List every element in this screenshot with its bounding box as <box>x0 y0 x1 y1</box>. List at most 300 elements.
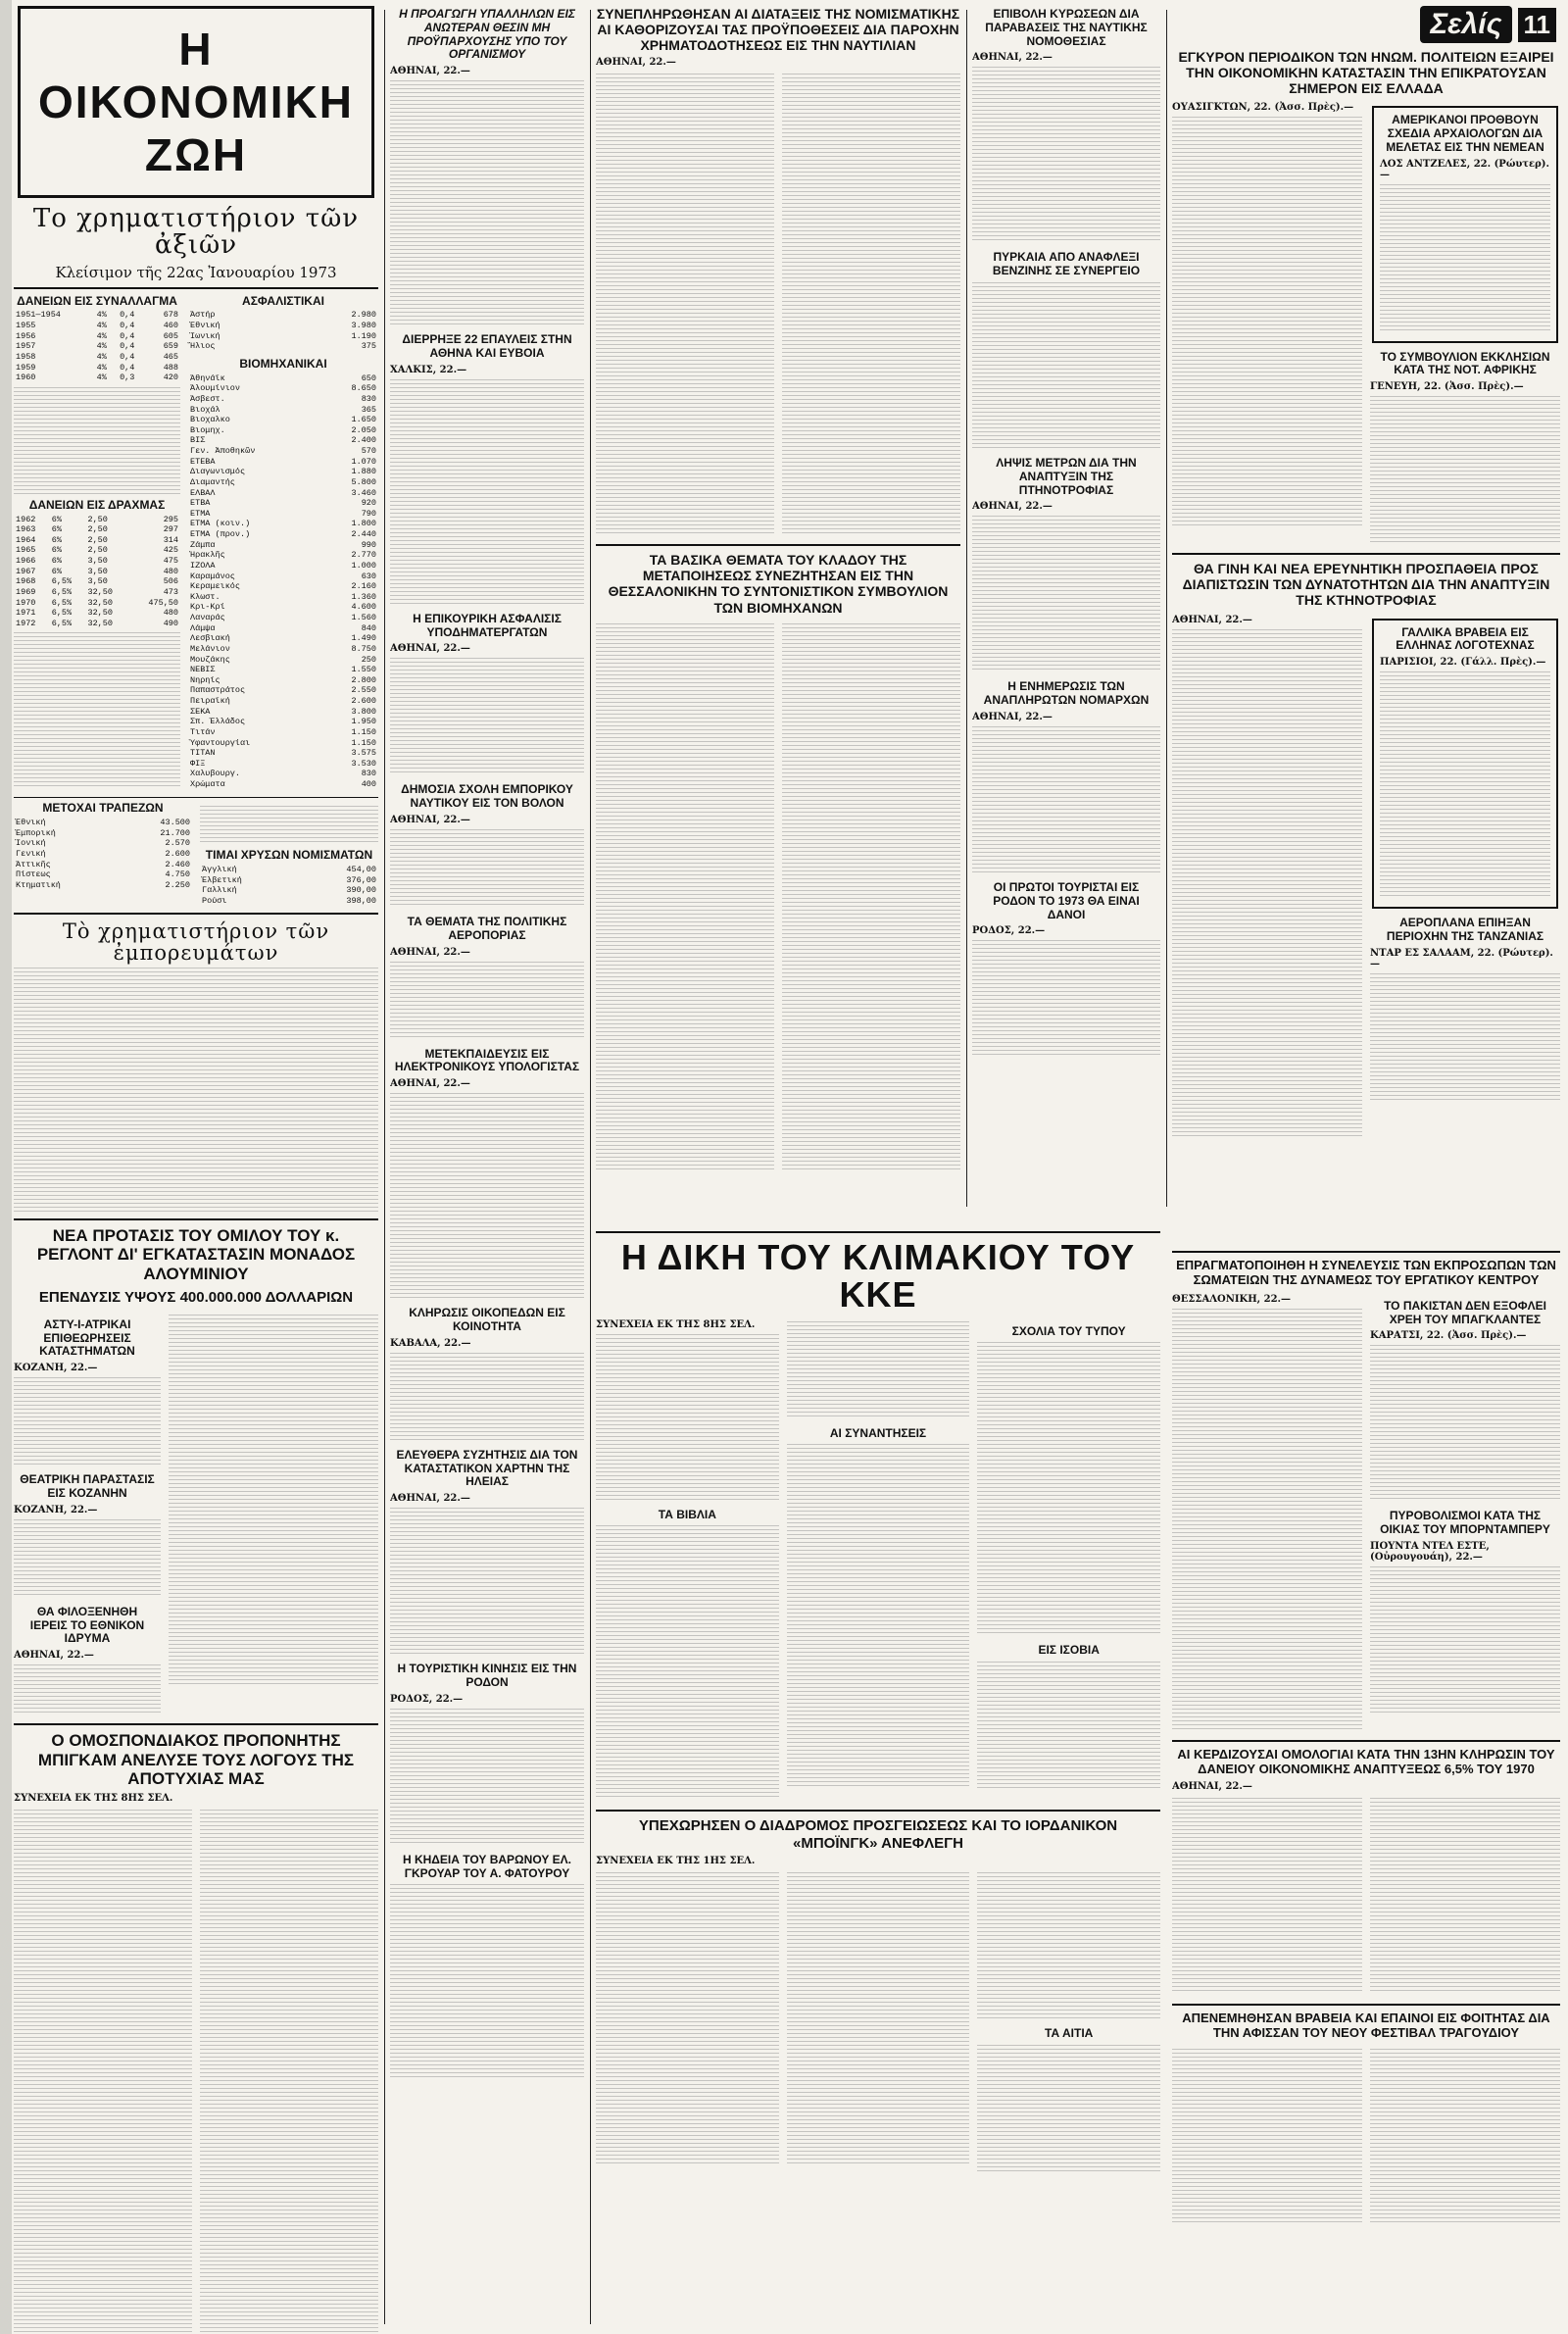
industrial-row-value: 990 <box>361 539 376 550</box>
bond-fx-row-rate: 4% <box>96 341 107 352</box>
bond-drx-row-b: 490 <box>163 618 178 628</box>
labor-side <box>1370 1292 1560 1734</box>
column-rule <box>590 10 591 2324</box>
bonds-drx-continued <box>14 632 180 789</box>
industrial-row-name: Λεσβιακή <box>190 633 230 644</box>
coach-body <box>14 1806 378 2334</box>
industrial-row-value: 365 <box>361 404 376 415</box>
bond-drx-row-b: 295 <box>163 514 178 524</box>
bond-drx-row-label: 1971 <box>16 608 36 619</box>
insurance-row-value: 1.190 <box>351 330 376 341</box>
news-body-5 <box>972 940 1160 1058</box>
aluminium-headline: ΝΕΑ ΠΡΟΤΑΣΙΣ ΤΟΥ ΟΜΙΛΟΥ ΤΟΥ κ. ΡΕΓΛΟΝΤ ΔΙ' ΕΓΚΑΤΑΣΤΑΣΙΝ ΜΟΝΑΔΟΣ ΑΛΟΥΜΙΝΙΟΥ <box>36 1225 356 1283</box>
page-number: 11 <box>1518 8 1557 42</box>
industrial-row-name: Κλωστ. <box>190 591 220 602</box>
column-rule <box>384 10 385 2324</box>
kke-trial-section <box>596 1225 1160 2334</box>
bonds-drx-header: ΔΑΝΕΙΩΝ ΕΙΣ ΔΡΑΧΜΑΣ <box>28 497 166 512</box>
churches-lead: ΓΕΝΕΥΗ, 22. (Ἀσσ. Πρὲς).— <box>1370 381 1524 393</box>
industrial-row <box>188 613 378 623</box>
industrial-row-value: 1.490 <box>351 633 376 644</box>
bond-fx-row-label: 1955 <box>16 321 36 331</box>
banks-gold-tables <box>14 802 378 906</box>
industrial-row-name: Λάμψα <box>190 622 216 633</box>
bond-fx-row <box>14 352 180 363</box>
brief-lead-9: ΡΟΔΟΣ, 22.— <box>390 1693 464 1705</box>
kke-text-3 <box>787 1321 970 1419</box>
industrial-row-value: 830 <box>361 393 376 404</box>
news-body-1 <box>972 67 1160 243</box>
industrial-row <box>188 571 378 582</box>
kke-text-6 <box>977 1662 1160 1789</box>
gold-row <box>200 896 378 907</box>
gold-row <box>200 885 378 896</box>
bank-row <box>14 869 192 880</box>
bond-fx-row-rate: 4% <box>96 310 107 321</box>
bond-drx-row-rate: 6% <box>51 534 62 545</box>
bond-fx-row-a: 0,4 <box>120 362 135 372</box>
bank-row-value: 4.750 <box>165 869 190 880</box>
astyl-headline: ΑΣΤΥ-Ι-ΑΤΡΙΚΑΙ ΕΠΙΘΕΩΡΗΣΕΙΣ ΚΑΤΑΣΤΗΜΑΤΩΝ <box>39 1316 135 1359</box>
bond-drx-row-label: 1963 <box>16 524 36 535</box>
industrial-row <box>188 383 378 394</box>
brief-lead-6: ΑΘΗΝΑΙ, 22.— <box>390 1078 470 1090</box>
kke-section-5: ΤΑ ΑΙΤΙΑ <box>1045 2025 1094 2040</box>
box-french-awards <box>1372 619 1558 910</box>
aluminium-row <box>14 1311 378 1717</box>
industrial-row-value: 2.160 <box>351 581 376 592</box>
industry-body <box>596 620 960 1176</box>
kke-col-2 <box>787 1317 970 1805</box>
industrial-row <box>188 581 378 592</box>
industrial-row <box>188 655 378 666</box>
section-title: Η ΟΙΚΟΝΟΜΙΚΗ ΖΩΗ <box>18 6 374 198</box>
livestock-text <box>1172 629 1362 1139</box>
bonds-fx-continued <box>14 387 180 495</box>
foreign-headline-1: ΕΓΚΥΡΟΝ ΠΕΡΙΟΔΙΚΟΝ ΤΩΝ ΗΝΩΜ. ΠΟΛΙΤΕΙΩΝ ΕΞΑΙΡΕΙ ΤΗΝ ΟΙΚΟΝΟΜΙΚΗΝ ΚΑΤΑΣΤΑΣΙΝ ΤΗΝ ΕΠΙΚΡΑΤΟΥΣΑΝ ΣΗΜΕΡΟΝ ΕΙΣ ΕΛΛΑΔΑ <box>1178 49 1554 97</box>
industrial-row-value: 650 <box>361 372 376 383</box>
bond-drx-row-b: 475,50 <box>148 597 178 608</box>
bonds-drx-table <box>14 515 180 629</box>
industrial-row-name: Διαγωνισμός <box>190 467 246 477</box>
bond-drx-row <box>14 524 180 535</box>
industrial-row-value: 1.360 <box>351 591 376 602</box>
industrial-row-name: Σπ. Ἐλλάδος <box>190 717 246 727</box>
industrial-row-name: Κεραμεικός <box>190 581 241 592</box>
bank-row <box>14 849 192 860</box>
french-awards-text <box>1380 671 1550 897</box>
bond-drx-row-rate: 6,5% <box>51 597 73 608</box>
bond-drx-row <box>14 619 180 629</box>
bond-fx-row-a: 0,4 <box>120 310 135 321</box>
insurance-table <box>188 310 378 352</box>
bond-drx-row-a: 32,50 <box>87 597 113 608</box>
bond-fx-row-label: 1960 <box>16 372 36 383</box>
industrial-row-name: Ἀθηνάϊκ <box>190 372 225 383</box>
industrial-row-value: 570 <box>361 446 376 457</box>
shipping-text-left <box>596 74 774 534</box>
bond-drx-row-b: 425 <box>163 545 178 556</box>
bond-drx-row-b: 475 <box>163 556 178 567</box>
bond-fx-row <box>14 331 180 342</box>
industrial-row <box>188 623 378 634</box>
news-body-3 <box>972 516 1160 672</box>
bond-fx-row-rate: 4% <box>96 362 107 372</box>
market-tables <box>14 295 378 794</box>
bond-draw-text-2 <box>1370 1798 1560 1994</box>
bond-drx-row-rate: 6,5% <box>51 586 73 597</box>
brief-lead-4: ΑΘΗΝΑΙ, 22.— <box>390 814 470 825</box>
industrial-row-value: 1.550 <box>351 665 376 675</box>
insurance-row-name: Ἀστήρ <box>190 310 216 321</box>
industrial-row-name: ΕΛΒΑΛ <box>190 487 216 498</box>
misc-listings <box>200 806 378 845</box>
aluminium-text <box>169 1315 378 1687</box>
industrial-row <box>188 550 378 561</box>
coach-text-right <box>200 1810 378 2334</box>
bond-fx-row-a: 0,4 <box>120 341 135 352</box>
coach-text-left <box>14 1810 192 2334</box>
industrial-row <box>188 425 378 436</box>
industrial-row-value: 1.950 <box>351 717 376 727</box>
industrial-row-name: Βιοχάλ <box>190 404 220 415</box>
pakistan-headline: ΤΟ ΠΑΚΙΣΤΑΝ ΔΕΝ ΕΞΟΦΛΕΙ ΧΡΕΗ ΤΟΥ ΜΠΑΓΚΛΑΝΤΕΣ <box>1384 1298 1546 1326</box>
livestock-col <box>1172 613 1362 1143</box>
bond-drx-row-a: 3,50 <box>87 556 108 567</box>
industrial-row-value: 250 <box>361 654 376 665</box>
lower-right-section <box>1172 1245 1560 2334</box>
gold-row-value: 390,00 <box>346 885 376 896</box>
bond-drx-row <box>14 587 180 598</box>
bond-fx-row-label: 1957 <box>16 341 36 352</box>
industrial-row-name: Κρι-Κρί <box>190 602 225 613</box>
kke-section-3: ΣΧΟΛΙΑ ΤΟΥ ΤΥΠΟΥ <box>1011 1323 1126 1338</box>
kke-section-1: ΤΑ ΒΙΒΛΙΑ <box>658 1507 716 1521</box>
theatre-body <box>14 1519 161 1598</box>
industrial-row-name: Πειραϊκή <box>190 696 230 707</box>
coach-lead: ΣΥΝΕΧΕΙΑ ΕΚ ΤΗΣ 8ΗΣ ΣΕΛ. <box>14 1792 173 1804</box>
brief-body-9 <box>390 1709 584 1846</box>
brief-body-2 <box>390 379 584 605</box>
industrial-row <box>188 675 378 686</box>
column-rule <box>966 10 967 1207</box>
labor-col <box>1172 1292 1362 1734</box>
section-logo: Σελίς <box>1420 6 1511 43</box>
industrial-row-name: Χρώματα <box>190 779 225 790</box>
theatre-headline: ΘΕΑΤΡΙΚΗ ΠΑΡΑΣΤΑΣΙΣ ΕΙΣ ΚΟΖΑΝΗΝ <box>20 1472 155 1500</box>
bank-row-name: Ἐθνική <box>16 818 46 828</box>
bank-row <box>14 880 192 891</box>
industrial-row-value: 2.050 <box>351 424 376 435</box>
bond-fx-row-b: 605 <box>163 330 178 341</box>
industrial-row-name: Ἠρακλῆς <box>190 550 225 561</box>
shipping-headline: ΣΥΝΕΠΛΗΡΩΘΗΣΑΝ ΑΙ ΔΙΑΤΑΞΕΙΣ ΤΗΣ ΝΟΜΙΣΜΑΤΙΚΗΣ ΑΙ ΚΑΘΟΡΙΖΟΥΣΑΙ ΤΑΣ ΠΡΟΫΠΟΘΕΣΕΙΣ ΔΙΑ ΠΑΡΟΧΗΝ ΧΡΗΜΑΤΟΔΟΤΗΣΕΩΣ ΕΙΣ ΤΗΝ ΝΑΥΤΙΛΙΑΝ <box>596 6 960 54</box>
bond-drx-row-a: 2,50 <box>87 534 108 545</box>
industrial-row-name: ΕΤΒΑ <box>190 498 211 509</box>
industrial-row-value: 840 <box>361 622 376 633</box>
industrial-row-value: 1.650 <box>351 415 376 425</box>
race-text-2 <box>787 1872 970 2166</box>
gold-row <box>200 865 378 875</box>
brief-body-3 <box>390 658 584 775</box>
foreign-col-right <box>1370 100 1560 547</box>
industrial-row <box>188 498 378 509</box>
industrial-row-value: 920 <box>361 498 376 509</box>
industrial-row <box>188 373 378 384</box>
bond-drx-row-rate: 6% <box>51 566 62 576</box>
industrial-row-value: 8.650 <box>351 383 376 394</box>
kke-col-3 <box>977 1317 1160 1805</box>
festival-headline: ΑΠΕΝΕΜΗΘΗΣΑΝ ΒΡΑΒΕΙΑ ΚΑΙ ΕΠΑΙΝΟΙ ΕΙΣ ΦΟΙΤΗΤΑΣ ΔΙΑ ΤΗΝ ΑΦΙΣΣΑΝ ΤΟΥ ΝΕΟΥ ΦΕΣΤΙΒΑΛ ΤΡΑΓΟΥΔΙΟΥ <box>1182 2010 1550 2040</box>
shots-lead: ΠΟΥΝΤΑ ΝΤΕΛ ΕΣΤΕ, (Οὐρουγουάη), 22.— <box>1370 1541 1490 1564</box>
insurance-row-value: 3.980 <box>351 321 376 331</box>
industrial-row <box>188 769 378 779</box>
industrial-row <box>188 748 378 759</box>
industrial-row-name: ΕΤΜΑ (κοιν.) <box>190 519 251 529</box>
bond-drx-row-b: 297 <box>163 524 178 535</box>
festival-text-1 <box>1172 2049 1362 2225</box>
brief-headline-9: Η ΤΟΥΡΙΣΤΙΚΗ ΚΙΝΗΣΙΣ ΕΙΣ ΤΗΝ ΡΟΔΟΝ <box>397 1662 577 1689</box>
gold-table <box>200 865 378 907</box>
industrial-row-name: Καραμάνος <box>190 571 235 581</box>
kke-body <box>596 1317 1160 1805</box>
brief-body-1 <box>390 80 584 325</box>
gold-row-name: Ἐλβετική <box>202 874 242 885</box>
news-headline-1: ΕΠΙΒΟΛΗ ΚΥΡΩΣΕΩΝ ΔΙΑ ΠΑΡΑΒΑΣΕΙΣ ΤΗΣ ΝΑΥΤΙΚΗΣ ΝΟΜΟΘΕΣΙΑΣ <box>985 7 1148 48</box>
industrial-row-name: ΕΤΜΑ (προν.) <box>190 529 251 540</box>
news-body-4 <box>972 726 1160 873</box>
bank-row-value: 2.460 <box>165 859 190 869</box>
bond-drx-row-rate: 6% <box>51 545 62 556</box>
industrial-row-name: Βιοχαλκο <box>190 415 230 425</box>
bond-fx-row-rate: 4% <box>96 321 107 331</box>
industrial-row-value: 8.750 <box>351 643 376 654</box>
kke-text-2 <box>596 1525 779 1800</box>
tanzania-headline: ΑΕΡΟΠΛΑΝΑ ΕΠΙΗΞΑΝ ΠΕΡΙΟΧΗΝ ΤΗΣ ΤΑΝΖΑΝΙΑΣ <box>1386 916 1544 943</box>
bond-fx-row-b: 488 <box>163 362 178 372</box>
industrial-row <box>188 644 378 655</box>
priests-lead: ΑΘΗΝΑΙ, 22.— <box>14 1650 94 1662</box>
industrial-row-name: Διαμαντής <box>190 476 235 487</box>
shots-text <box>1370 1566 1560 1713</box>
bank-row <box>14 838 192 849</box>
news-body-2 <box>972 282 1160 449</box>
bond-fx-row-label: 1951—1954 <box>16 310 61 321</box>
bond-drx-row <box>14 598 180 609</box>
foreign-text-1 <box>1172 117 1362 528</box>
industrial-row-name: ΕΤΜΑ <box>190 508 211 519</box>
bond-fx-row-label: 1956 <box>16 330 36 341</box>
labor-headline: ΕΠΡΑΓΜΑΤΟΠΟΙΗΘΗ Η ΣΥΝΕΛΕΥΣΙΣ ΤΩΝ ΕΚΠΡΟΣΩΠΩΝ ΤΩΝ ΣΩΜΑΤΕΙΩΝ ΤΗΣ ΔΥΝΑΜΕΩΣ ΤΟΥ ΕΡΓΑΤΙΚΟΥ ΚΕΝΤΡΟΥ <box>1176 1258 1556 1287</box>
bond-fx-row <box>14 372 180 383</box>
page-edge-shadow <box>0 0 12 2334</box>
bank-row-value: 21.700 <box>160 827 190 838</box>
industrial-row-value: 3.460 <box>351 487 376 498</box>
bond-fx-row-a: 0,4 <box>120 330 135 341</box>
industrial-row-value: 3.575 <box>351 748 376 759</box>
column-rule <box>1166 10 1167 1207</box>
labor-text <box>1172 1309 1362 1730</box>
bond-drx-row-label: 1968 <box>16 576 36 587</box>
bank-row-value: 2.570 <box>165 838 190 849</box>
brief-headline-1: Η ΠΡΟΑΓΩΓΗ ΥΠΑΛΛΗΛΩΝ ΕΙΣ ΑΝΩΤΕΡΑΝ ΘΕΣΙΝ ΜΗ ΠΡΟΫΠΑΡΧΟΥΣΗΣ ΥΠΟ ΤΟΥ ΟΡΓΑΝΙΣΜΟΥ <box>399 7 575 62</box>
industrial-row <box>188 415 378 425</box>
industrial-row <box>188 435 378 446</box>
bond-drx-row-b: 480 <box>163 608 178 619</box>
news-headline-4: Η ΕΝΗΜΕΡΩΣΙΣ ΤΩΝ ΑΝΑΠΛΗΡΩΤΩΝ ΝΟΜΑΡΧΩΝ <box>983 679 1150 708</box>
kke-text-5 <box>977 1342 1160 1636</box>
industrial-row <box>188 509 378 520</box>
industrial-row <box>188 633 378 644</box>
industrial-row <box>188 529 378 540</box>
bond-drx-row-a: 2,50 <box>87 524 108 535</box>
industrial-row <box>188 602 378 613</box>
industrial-row-value: 3.530 <box>351 758 376 769</box>
industrial-row-name: Ἀλουμίνιον <box>190 383 241 394</box>
race-col-3 <box>977 1868 1160 2176</box>
tanzania-lead: ΝΤΑΡ ΕΣ ΣΑΛΑΑΜ, 22. (Ρώυτερ).— <box>1370 947 1553 969</box>
industrial-row <box>188 592 378 603</box>
industrial-row-value: 830 <box>361 769 376 779</box>
industrial-row-value: 3.800 <box>351 706 376 717</box>
bond-drx-row-label: 1967 <box>16 566 36 576</box>
bond-fx-row <box>14 310 180 321</box>
industrial-row-name: Μουζάκης <box>190 654 230 665</box>
industrial-row-value: 1.070 <box>351 456 376 467</box>
banks-header: ΜΕΤΟΧΑΙ ΤΡΑΠΕΖΩΝ <box>42 801 164 816</box>
bond-fx-row-rate: 4% <box>96 372 107 383</box>
market-date: Κλείσιμον τῆς 22ας Ἰανουαρίου 1973 <box>55 263 337 281</box>
bond-drx-row-b: 314 <box>163 534 178 545</box>
industrial-row <box>188 457 378 468</box>
brief-lead-2: ΧΑΛΚΙΣ, 22.— <box>390 364 467 375</box>
livestock-lead: ΑΘΗΝΑΙ, 22.— <box>1172 614 1252 625</box>
industrial-row-name: Ἀσβεστ. <box>190 393 225 404</box>
column-shipping <box>596 0 960 1217</box>
industrial-row <box>188 394 378 405</box>
brief-lead-5: ΑΘΗΝΑΙ, 22.— <box>390 946 470 958</box>
tanzania-text <box>1370 973 1560 1101</box>
bond-fx-row-b: 678 <box>163 310 178 321</box>
insurance-header: ΑΣΦΑΛΙΣΤΙΚΑΙ <box>242 293 324 308</box>
industrial-row-value: 1.150 <box>351 726 376 737</box>
industrial-row <box>188 665 378 675</box>
brief-lead-1: ΑΘΗΝΑΙ, 22.— <box>390 66 470 77</box>
coach-headline: Ο ΟΜΟΣΠΟΝΔΙΑΚΟΣ ΠΡΟΠΟΝΗΤΗΣ ΜΠΙΓΚΑΜ ΑΝΕΛΥΣΕ ΤΟΥΣ ΛΟΓΟΥΣ ΤΗΣ ΑΠΟΤΥΧΙΑΣ ΜΑΣ <box>37 1731 355 1789</box>
industrial-row-value: 2.600 <box>351 696 376 707</box>
bond-drx-row <box>14 556 180 567</box>
box-nemea <box>1372 106 1558 342</box>
bond-drx-row-label: 1964 <box>16 534 36 545</box>
bond-drx-row <box>14 608 180 619</box>
brief-headline-2: ΔΙΕΡΡΗΞΕ 22 ΕΠΑΥΛΕΙΣ ΣΤΗΝ ΑΘΗΝΑ ΚΑΙ ΕΥΒΟΙΑ <box>402 332 572 360</box>
festival-text-2 <box>1370 2049 1560 2225</box>
insurance-row <box>188 310 378 321</box>
industrial-row-value: 1.880 <box>351 467 376 477</box>
industrial-row <box>188 779 378 790</box>
livestock-headline: ΘΑ ΓΙΝΗ ΚΑΙ ΝΕΑ ΕΡΕΥΝΗΤΙΚΗ ΠΡΟΣΠΑΘΕΙΑ ΠΡΟΣ ΔΙΑΠΙΣΤΩΣΙΝ ΤΩΝ ΔΥΝΑΤΟΤΗΤΩΝ ΔΙΑ ΤΗΝ ΑΝΑΠΤΥΞΙΝ ΤΗΣ ΚΤΗΝΟΤΡΟΦΙΑΣ <box>1182 561 1550 609</box>
bond-fx-row-b: 659 <box>163 341 178 352</box>
gold-row-value: 454,00 <box>346 865 376 875</box>
brief-body-5 <box>390 962 584 1040</box>
kke-sub: ΣΥΝΕΧΕΙΑ ΕΚ ΤΗΣ 8ΗΣ ΣΕΛ. <box>596 1318 756 1330</box>
industrial-row-value: 2.400 <box>351 435 376 446</box>
insurance-row <box>188 331 378 342</box>
bond-fx-row-label: 1959 <box>16 362 36 372</box>
priests-headline: ΘΑ ΦΙΛΟΞΕΝΗΘΗ ΙΕΡΕΙΣ ΤΟ ΕΘΝΙΚΟΝ ΙΔΡΥΜΑ <box>29 1604 145 1646</box>
news-lead-4: ΑΘΗΝΑΙ, 22.— <box>972 711 1053 722</box>
industrial-row <box>188 707 378 718</box>
bond-drx-row <box>14 576 180 587</box>
bond-drx-row-a: 3,50 <box>87 566 108 576</box>
brief-headline-3: Η ΕΠΙΚΟΥΡΙΚΗ ΑΣΦΑΛΙΣΙΣ ΥΠΟΔΗΜΑΤΕΡΓΑΤΩΝ <box>413 611 562 639</box>
bond-drx-row-b: 506 <box>163 576 178 587</box>
bond-fx-row-rate: 4% <box>96 330 107 341</box>
industrial-row-name: ΦΙΞ <box>190 758 206 769</box>
theatre-lead: ΚΟΖΑΝΗ, 22.— <box>14 1504 98 1515</box>
news-headline-5: ΟΙ ΠΡΩΤΟΙ ΤΟΥΡΙΣΤΑΙ ΕΙΣ ΡΟΔΟΝ ΤΟ 1973 ΘΑ ΕΙΝΑΙ ΔΑΝΟΙ <box>993 879 1140 921</box>
bond-drx-row-a: 2,50 <box>87 545 108 556</box>
industrial-header: ΒΙΟΜΗΧΑΝΙΚΑΙ <box>239 356 327 371</box>
kozani-column <box>14 1311 161 1717</box>
bonds-fx-table <box>14 310 180 382</box>
bond-fx-row-a: 0,4 <box>120 321 135 331</box>
column-briefs <box>390 0 584 2334</box>
bank-row <box>14 818 192 828</box>
bank-row-name: Κτηματική <box>16 879 61 890</box>
industrial-row-name: Νηρηίς <box>190 674 220 685</box>
shipping-text-right <box>782 74 960 534</box>
gold-header: ΤΙΜΑΙ ΧΡΥΣΩΝ ΝΟΜΙΣΜΑΤΩΝ <box>205 848 373 863</box>
bank-row-value: 2.250 <box>165 879 190 890</box>
news-lead-3: ΑΘΗΝΑΙ, 22.— <box>972 501 1053 513</box>
industry-headline: ΤΑ ΒΑΣΙΚΑ ΘΕΜΑΤΑ ΤΟΥ ΚΛΑΔΟΥ ΤΗΣ ΜΕΤΑΠΟΙΗΣΕΩΣ ΣΥΝΕΖΗΤΗΣΑΝ ΕΙΣ ΤΗΝ ΘΕΣΣΑΛΟΝΙΚΗΝ ΤΟ ΣΥΝΤΟΝΙΣΤΙΚΟΝ ΣΥΜΒΟΥΛΙΟΝ ΤΩΝ ΒΙΟΜΗΧΑΝΩΝ <box>608 552 949 616</box>
french-awards-lead: ΠΑΡΙΣΙΟΙ, 22. (Γάλλ. Πρὲς).— <box>1380 657 1546 669</box>
livestock-row <box>1172 613 1560 1143</box>
industrial-row-value: 1.800 <box>351 519 376 529</box>
industrial-row-value: 1.000 <box>351 560 376 571</box>
race-lead: ΣΥΝΕΧΕΙΑ ΕΚ ΤΗΣ 1ΗΣ ΣΕΛ. <box>596 1855 756 1866</box>
industrial-row-name: Χαλυβουργ. <box>190 769 241 779</box>
kke-headline: Η ΔΙΚΗ ΤΟΥ ΚΛΙΜΑΚΙΟΥ ΤΟΥ ΚΚΕ <box>620 1237 1136 1315</box>
brief-headline-7: ΚΛΗΡΩΣΙΣ ΟΙΚΟΠΕΔΩΝ ΕΙΣ ΚΟΙΝΟΤΗΤΑ <box>409 1306 565 1333</box>
gold-row-value: 398,00 <box>346 896 376 907</box>
festival-body <box>1172 2045 1560 2229</box>
gold-row-name: Γαλλική <box>202 885 237 896</box>
race-text-1 <box>596 1872 779 2166</box>
bank-row-name: Ἐμπορική <box>16 827 56 838</box>
race-headline: ΥΠΕΧΩΡΗΣΕΝ Ο ΔΙΑΔΡΟΜΟΣ ΠΡΟΣΓΕΙΩΣΕΩΣ ΚΑΙ ΤΟ ΙΟΡΔΑΝΙΚΟΝ «ΜΠΟΪΝΓΚ» ΑΝΕΦΛΕΓΗ <box>638 1817 1118 1852</box>
labor-lead: ΘΕΣΣΑΛΟΝΙΚΗ, 22.— <box>1172 1293 1292 1305</box>
bond-drx-row-a: 32,50 <box>87 618 113 628</box>
bond-fx-row <box>14 321 180 331</box>
brief-body-6 <box>390 1093 584 1299</box>
bond-drx-row-label: 1972 <box>16 618 36 628</box>
astyl-lead: ΚΟΖΑΝΗ, 22.— <box>14 1363 98 1374</box>
news-lead-1: ΑΘΗΝΑΙ, 22.— <box>972 52 1053 64</box>
gold-row <box>200 875 378 886</box>
race-body <box>596 1868 1160 2176</box>
bond-draw-body <box>1172 1794 1560 1998</box>
brief-lead-3: ΑΘΗΝΑΙ, 22.— <box>390 643 470 655</box>
bond-drx-row-rate: 6% <box>51 556 62 567</box>
kke-text-4 <box>787 1444 970 1787</box>
foreign-col-left <box>1172 100 1362 547</box>
industrial-row <box>188 446 378 457</box>
column-market <box>14 0 378 2334</box>
gold-row-value: 376,00 <box>346 874 376 885</box>
bond-drx-row <box>14 567 180 577</box>
